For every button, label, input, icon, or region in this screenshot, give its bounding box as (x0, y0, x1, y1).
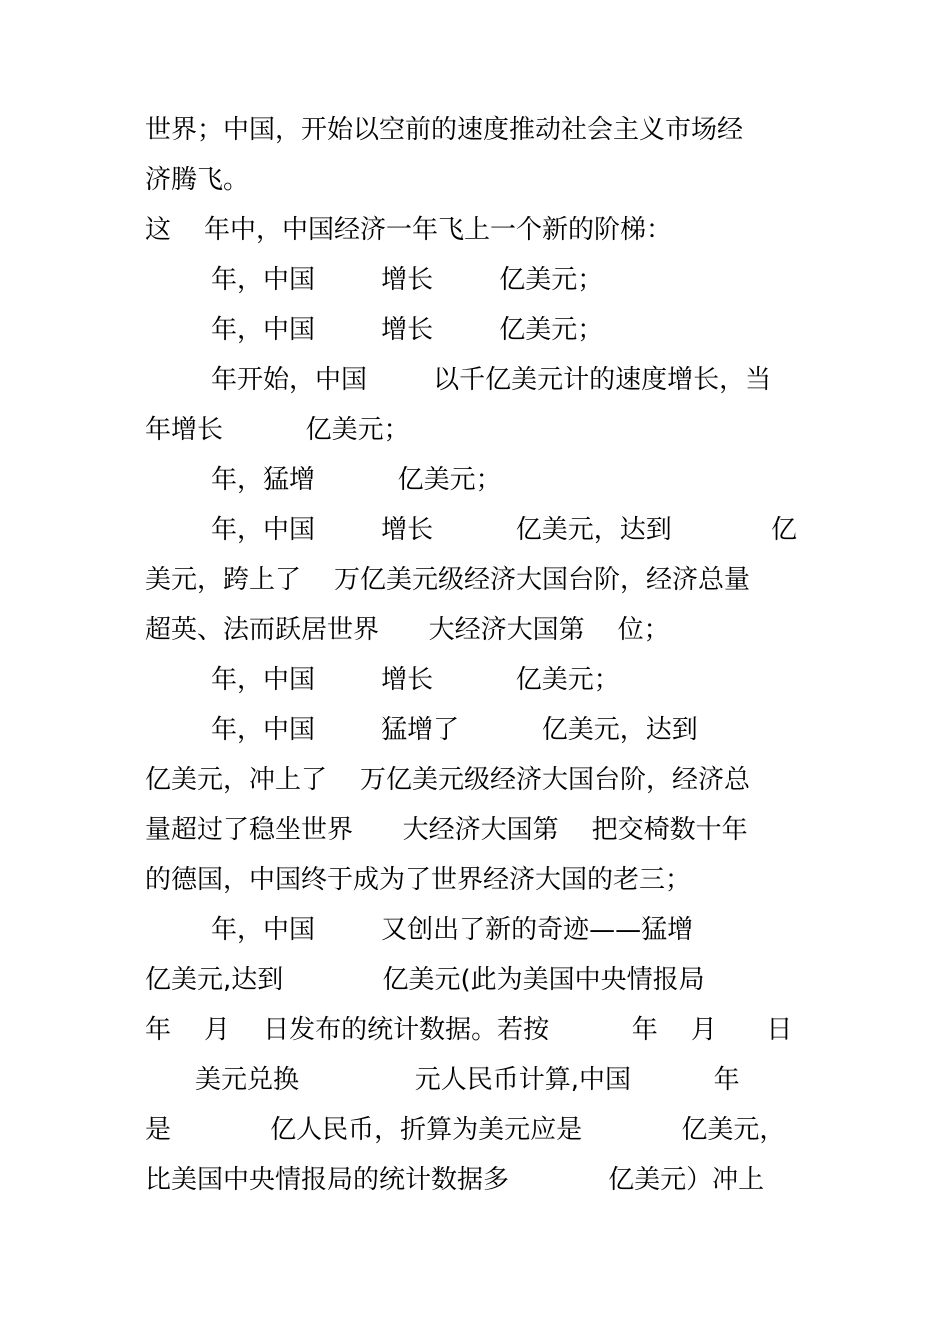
text-line-22: 比美国中央情报局的统计数据多 亿美元）冲上 (145, 1165, 765, 1195)
text-line-6: 年开始，中国 以千亿美元计的速度增长，当 (211, 365, 772, 395)
text-line-18: 亿美元,达到 亿美元(此为美国中央情报局 (145, 965, 705, 995)
text-line-19: 年 月 日发布的统计数据。若按 年 月 日 (145, 1015, 793, 1045)
text-line-7: 年增长 亿美元； (145, 415, 410, 445)
text-line-14: 亿美元，冲上了 万亿美元级经济大国台阶，经济总 (145, 765, 751, 795)
text-line-16: 的德国，中国终于成为了世界经济大国的老三； (145, 865, 692, 895)
text-line-10: 美元，跨上了 万亿美元级经济大国台阶，经济总量 (145, 565, 751, 595)
text-line-1: 世界；中国，开始以空前的速度推动社会主义市场经 (145, 115, 744, 145)
text-line-17: 年，中国 又创出了新的奇迹——猛增 (211, 915, 694, 945)
text-line-11: 超英、法而跃居世界 大经济大国第 位； (145, 615, 670, 645)
text-line-12: 年，中国 增长 亿美元； (211, 665, 620, 695)
text-line-3: 这 年中，中国经济一年飞上一个新的阶梯： (145, 215, 673, 245)
text-line-4: 年，中国 增长 亿美元； (211, 265, 604, 295)
text-line-20: 美元兑换 元人民币计算,中国 年 (195, 1065, 740, 1095)
text-line-5: 年，中国 增长 亿美元； (211, 315, 604, 345)
text-line-13: 年，中国 猛增了 亿美元，达到 (211, 715, 698, 745)
text-line-15: 量超过了稳坐世界 大经济大国第 把交椅数十年 (145, 815, 748, 845)
text-line-2: 济腾飞。 (145, 165, 250, 195)
text-line-9: 年，中国 增长 亿美元，达到 亿 (211, 515, 797, 545)
text-line-21: 是 亿人民币，折算为美元应是 亿美元， (145, 1115, 786, 1145)
text-line-8: 年，猛增 亿美元； (211, 465, 502, 495)
